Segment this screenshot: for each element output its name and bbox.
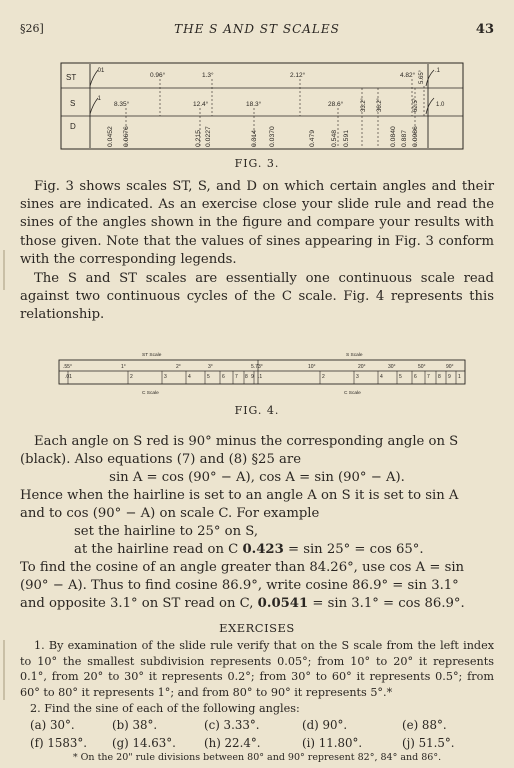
bottom-mark: 9	[251, 374, 254, 380]
margin-smudge	[3, 250, 5, 290]
d-mark: 0.215	[195, 129, 202, 147]
top-mark: 5.73°	[251, 364, 263, 370]
bottom-mark: 4	[188, 374, 191, 380]
choice-f: (f) 1583°.	[30, 736, 87, 750]
running-title: THE S AND ST SCALES	[174, 22, 340, 36]
bottom-mark: .01	[65, 374, 72, 380]
st-scale-label: ST	[66, 73, 77, 82]
bottom-mark: 7	[427, 374, 430, 380]
d-mark: 0.548	[331, 129, 338, 147]
st-mark: 4.82°	[400, 72, 416, 79]
exercise-1: 1. By examination of the slide rule verify that on the S scale from the left index to 10° the smallest subdivision represents 0.05°; from 10° to 20° it represents 0.1°, from 20° to 30° it represents 0.2°; from 30° to 60° it represents 0.5°; from 60° to 80° it represents 1°; and from 80° to 90° it represents 5°.*	[20, 639, 494, 699]
result-value: 0.0541	[257, 596, 309, 611]
st-mark: 1.3°	[202, 72, 214, 79]
exercises-heading: EXERCISES	[219, 621, 295, 635]
s-mark: 33.2°	[361, 97, 367, 112]
bottom-mark: .1	[258, 374, 263, 380]
text-segment: = sin 3.1° = cos 86.9°.	[308, 596, 465, 611]
text-line: (90° − A). Thus to find cosine 86.9°, write cosine 86.9° = sin 3.1°	[20, 578, 459, 593]
margin-smudge	[3, 640, 5, 700]
text-line: Each angle on S red is 90° minus the corresponding angle on S	[34, 434, 459, 449]
s-mark: 28.6°	[328, 101, 344, 108]
text-line	[20, 595, 494, 613]
d-mark: 0.0840	[390, 126, 397, 147]
page-header	[20, 22, 494, 40]
equation-line: sin A = cos (90° − A), cos A = sin (90° − A).	[109, 470, 405, 485]
choice-j: (j) 51.5°.	[402, 736, 455, 750]
paragraph-1: Fig. 3 shows scales ST, S, and D on which certain angles and their sines are indicated. As an exercise close your slide rule and read the sines of the angles shown in the figure and compare your results with those given. Note that the values of sines appearing in Fig. 3 conform with the corresponding legends.	[20, 179, 494, 267]
bottom-mark: 5	[207, 374, 210, 380]
text-line: To find the cosine of an angle greater than 84.26°, use cos A = sin	[20, 560, 465, 575]
choice-a: (a) 30°.	[30, 718, 75, 732]
d-mark: 0.0452	[107, 126, 114, 147]
figure-3-scales	[60, 62, 464, 150]
text-line: and to cos (90° − A) on scale C. For example	[20, 506, 320, 521]
bottom-mark: 8	[245, 374, 248, 380]
s-mark: 36.2°	[377, 97, 383, 112]
st-mark: 2.12°	[290, 72, 306, 79]
example-value: 0.423	[242, 542, 284, 557]
s-scale-caption: S Scale	[346, 353, 363, 358]
bottom-mark: 8	[438, 374, 441, 380]
example-result-line	[74, 541, 494, 559]
figure-3-caption: FIG. 3.	[234, 157, 280, 170]
top-mark: 50°	[418, 364, 426, 370]
top-mark: 90°	[446, 364, 454, 370]
bottom-mark: 4	[380, 374, 383, 380]
s-mark: 8.35°	[114, 101, 130, 108]
top-mark: 20°	[358, 364, 366, 370]
figure-4-caption: FIG. 4.	[234, 404, 280, 417]
bottom-mark: 1	[458, 374, 461, 380]
d-mark: 0.0986	[412, 126, 419, 147]
d-mark: 0.479	[309, 129, 316, 147]
text-line: (black). Also equations (7) and (8) §25 are	[20, 452, 301, 467]
s-mark: 12.4°	[193, 101, 209, 108]
text-line: Hence when the hairline is set to an angle A on S it is set to sin A	[20, 488, 459, 503]
d-mark: 0.887	[401, 129, 408, 147]
section-number: §26]	[20, 22, 44, 35]
top-mark: 10°	[308, 364, 316, 370]
choice-e: (e) 88°.	[402, 718, 447, 732]
s-mark: 18.3°	[246, 101, 262, 108]
s-mark: 62.5°	[413, 97, 419, 112]
c-scale-caption: C Scale	[142, 391, 159, 396]
choice-i: (i) 11.80°.	[302, 736, 363, 750]
exercise-2: 2. Find the sine of each of the following angles:	[30, 702, 300, 715]
d-mark: 0.314	[251, 129, 258, 147]
top-mark: 1°	[121, 364, 126, 370]
d-mark: 0.0676	[123, 126, 130, 147]
top-mark: 2°	[176, 364, 181, 370]
choice-d: (d) 90°.	[302, 718, 348, 732]
example-line: set the hairline to 25° on S,	[74, 524, 259, 539]
figure-4-scales	[58, 348, 466, 400]
d-scale-label: D	[70, 122, 76, 131]
choice-g: (g) 14.63°.	[112, 736, 176, 750]
bottom-mark: 9	[448, 374, 451, 380]
page-number: 43	[475, 22, 494, 37]
top-mark: 30°	[388, 364, 396, 370]
top-mark: .55°	[63, 364, 72, 370]
c-scale-caption: C Scale	[344, 391, 361, 396]
bottom-mark: 5	[399, 374, 402, 380]
st-mark: 5.65°	[419, 69, 425, 84]
choice-c: (c) 3.33°.	[204, 718, 260, 732]
s-mark: .1	[96, 96, 102, 102]
d-mark: 0.0227	[205, 126, 212, 147]
bottom-mark: 7	[235, 374, 238, 380]
text-segment: and opposite 3.1° on ST read on C,	[20, 596, 258, 611]
example-text: at the hairline read on C	[74, 542, 243, 557]
top-mark: 3°	[208, 364, 213, 370]
choice-b: (b) 38°.	[112, 718, 158, 732]
bottom-mark: 3	[164, 374, 167, 380]
example-text: = sin 25° = cos 65°.	[283, 542, 424, 557]
d-mark: 0.0370	[269, 126, 276, 147]
footnote: * On the 20" rule divisions between 80° and 90° represent 82°, 84° and 86°.	[72, 752, 442, 763]
st-mark: .1	[435, 68, 441, 74]
st-mark: 0.96°	[150, 72, 166, 79]
s-mark: 1.0	[436, 102, 445, 108]
s-scale-label: S	[70, 99, 76, 108]
bottom-mark: 2	[322, 374, 325, 380]
paragraph-2: The S and ST scales are essentially one continuous scale read against two continuous cycles of the C scale. Fig. 4 represents this relationship.	[20, 271, 494, 323]
st-scale-caption: ST Scale	[142, 353, 162, 358]
st-mark: .01	[96, 68, 105, 74]
bottom-mark: 2	[130, 374, 133, 380]
d-mark: 0.591	[343, 129, 350, 147]
choice-h: (h) 22.4°.	[204, 736, 261, 750]
bottom-mark: 6	[414, 374, 417, 380]
exercise-2-choices	[30, 718, 494, 752]
bottom-mark: 3	[356, 374, 359, 380]
bottom-mark: 6	[222, 374, 225, 380]
